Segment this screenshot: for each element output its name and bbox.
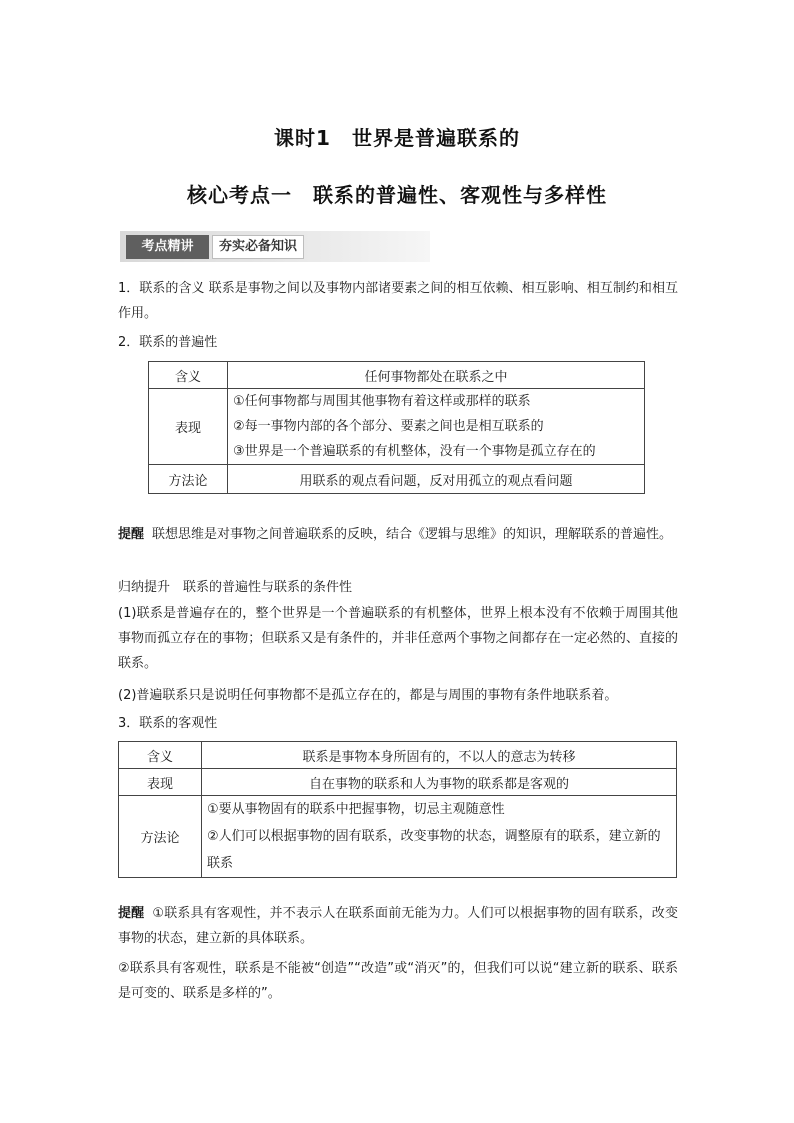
list-item: ③世界是一个普遍联系的有机整体，没有一个事物是孤立存在的 <box>233 444 596 459</box>
table-row-label: 含义 <box>119 742 202 769</box>
list-item: ①要从事物固有的联系中把握事物，切忌主观随意性 <box>207 802 505 817</box>
section-title: 核心考点一 联系的普遍性、客观性与多样性 <box>187 183 607 207</box>
list-item: ①任何事物都与周围其他事物有着这样或那样的联系 <box>233 394 531 409</box>
table-cell <box>228 389 645 465</box>
table-cell: 用联系的观点看问题，反对用孤立的观点看问题 <box>228 465 645 494</box>
objectivity-table <box>118 741 677 878</box>
table-row-label: 表现 <box>149 389 228 465</box>
point-1-definition: 1．联系的含义 联系是事物之间以及事物内部诸要素之间的相互依赖、相互影响、相互制约和相互作用。 <box>118 281 678 321</box>
universality-table <box>148 361 645 494</box>
table-row <box>119 769 677 796</box>
table-row-label: 方法论 <box>119 796 202 878</box>
list-item: ②人们可以根据事物的固有联系，改变事物的状态，调整原有的联系，建立新的联系 <box>207 829 661 871</box>
tip-paragraph <box>118 522 678 547</box>
tip-label: 提醒 <box>118 527 145 542</box>
banner-tag: 考点精讲 <box>126 235 209 259</box>
summary-item-2: (2)普遍联系只是说明任何事物都不是孤立存在的，都是与周围的事物有条件地联系着。 <box>118 688 618 703</box>
table-row <box>149 465 645 494</box>
point-3-heading: 3．联系的客观性 <box>118 716 218 731</box>
tip-text: 联想思维是对事物之间普遍联系的反映，结合《逻辑与思维》的知识，理解联系的普遍性。 <box>152 527 673 542</box>
table-row <box>119 742 677 769</box>
table-cell <box>202 796 677 878</box>
table-row <box>149 362 645 389</box>
list-item: ②每一事物内部的各个部分、要素之间也是相互联系的 <box>233 419 544 434</box>
lesson-title: 课时1 世界是普遍联系的 <box>274 126 520 150</box>
table-row-label: 含义 <box>149 362 228 389</box>
point-2-heading: 2．联系的普遍性 <box>118 335 218 350</box>
tip-paragraph <box>118 901 678 951</box>
table-row <box>149 389 645 465</box>
table-cell: 联系是事物本身所固有的，不以人的意志为转移 <box>202 742 677 769</box>
banner-subtitle: 夯实必备知识 <box>212 235 304 259</box>
summary-heading: 归纳提升 联系的普遍性与联系的条件性 <box>118 580 353 595</box>
tip-text-2: ②联系具有客观性，联系是不能被“创造”“改造”或“消灭”的，但我们可以说“建立新的联系、联系是可变的、联系是多样的”。 <box>118 961 678 1001</box>
table-cell: 自在事物的联系和人为事物的联系都是客观的 <box>202 769 677 796</box>
table-row-label: 方法论 <box>149 465 228 494</box>
summary-item-1: (1)联系是普遍存在的，整个世界是一个普遍联系的有机整体，世界上根本没有不依赖于周围其他事物而孤立存在的事物；但联系又是有条件的，并非任意两个事物之间都存在一定必然的、直接的联系。 <box>118 606 678 671</box>
table-cell: 任何事物都处在联系之中 <box>228 362 645 389</box>
tip-text: ①联系具有客观性，并不表示人在联系面前无能为力。人们可以根据事物的固有联系，改变事物的状态，建立新的具体联系。 <box>118 906 678 946</box>
tip-label: 提醒 <box>118 906 145 921</box>
table-row <box>119 796 677 878</box>
table-row-label: 表现 <box>119 769 202 796</box>
